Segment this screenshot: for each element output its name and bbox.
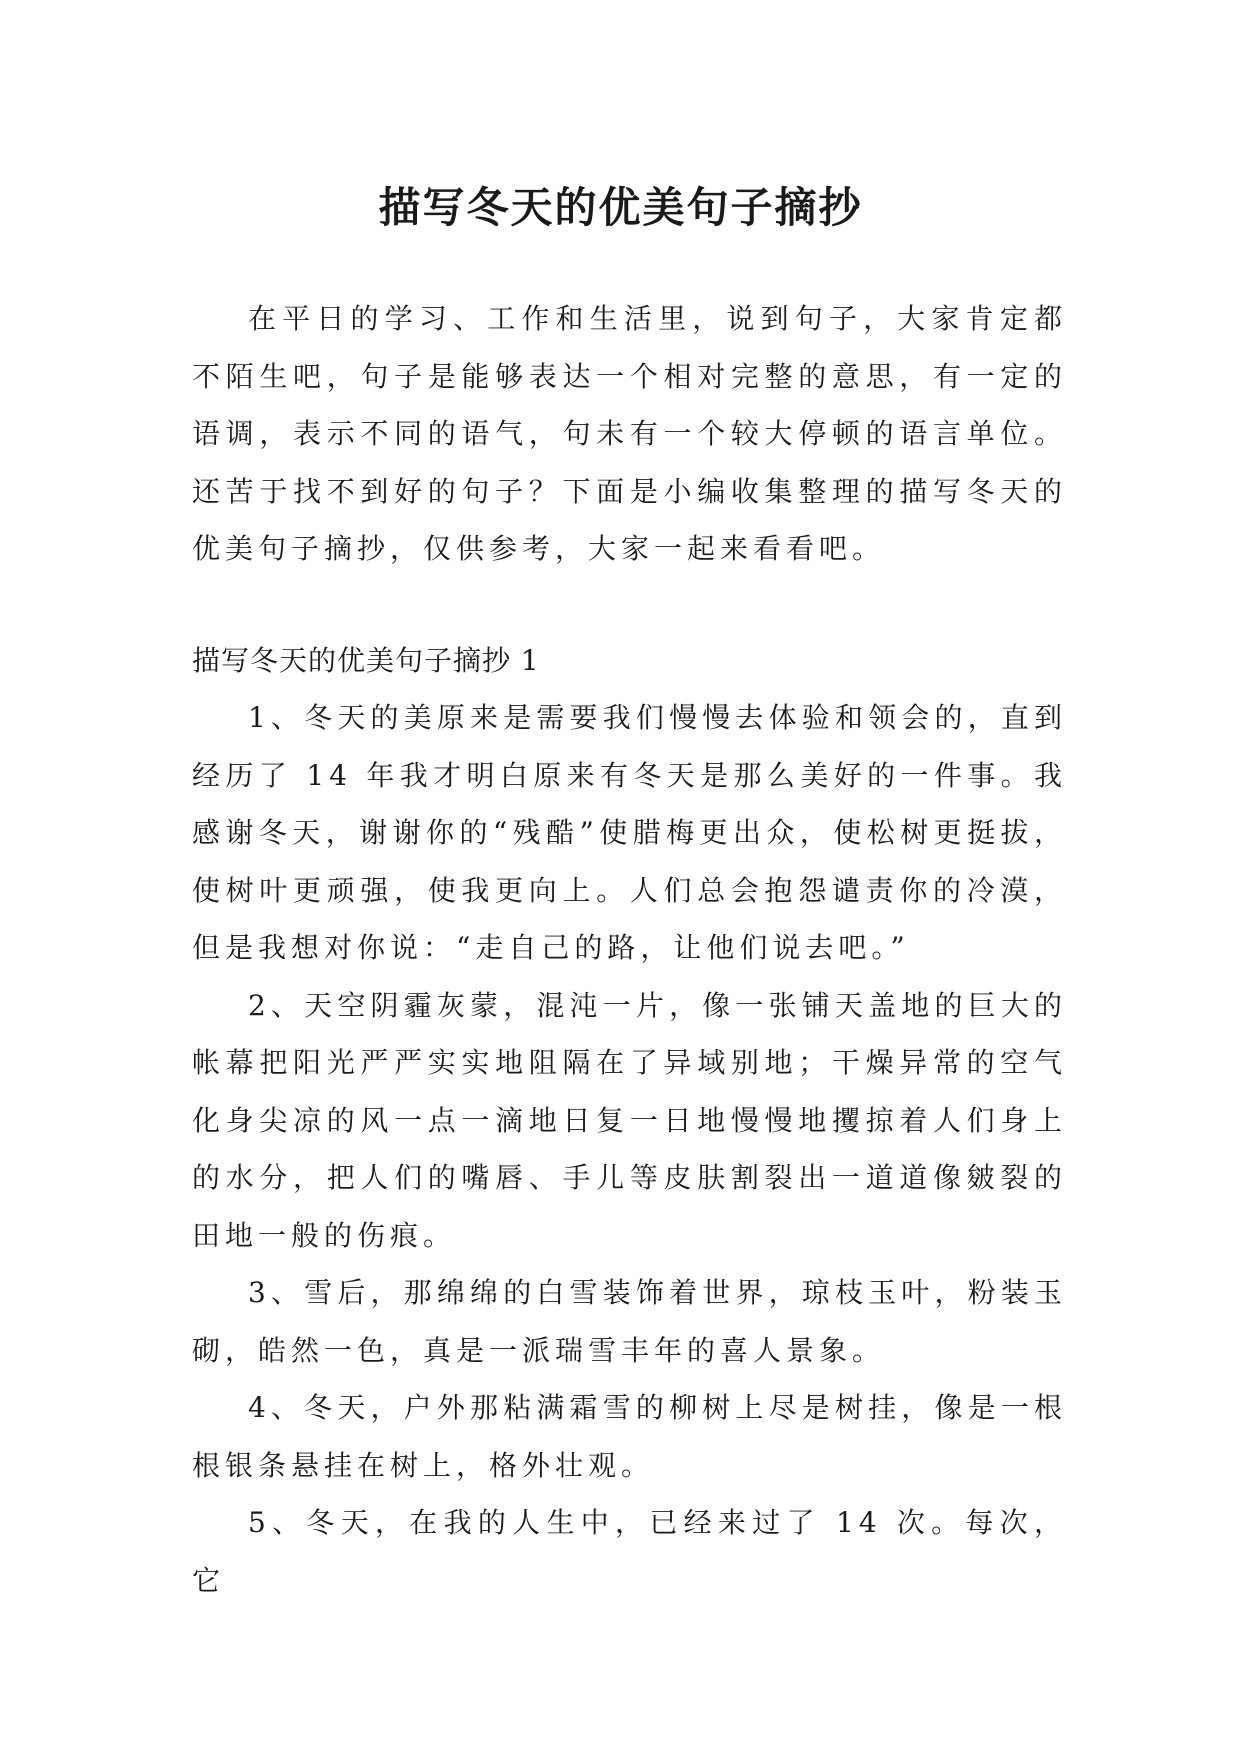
list-item: 2、天空阴霾灰蒙，混沌一片，像一张铺天盖地的巨大的帐幕把阳光严严实实地阻隔在了异域别地；干燥异常的空气化身尖凉的风一点一滴地日复一日地慢慢地攫掠着人们身上的水分，把人们的嘴唇、手儿等皮肤割裂出一道道像皴裂的田地一般的伤痕。 <box>192 988 1067 1252</box>
list-item: 1、冬天的美原来是需要我们慢慢去体验和领会的，直到经历了 14 年我才明白原来有冬天是那么美好的一件事。我感谢冬天，谢谢你的“残酷”使腊梅更出众，使松树更挺拔，使树叶更顽强，使我更向上。人们总会抱怨谴责你的冷漠，但是我想对你说：“走自己的路，让他们说去吧。” <box>192 701 1067 964</box>
section-heading: 描写冬天的优美句子摘抄 1 <box>192 643 540 677</box>
document-title: 描写冬天的优美句子摘抄 <box>378 183 863 233</box>
document-body <box>192 290 1067 1609</box>
list-item: 4、冬天，户外那粘满霜雪的柳树上尽是树挂，像是一根根银条悬挂在树上，格外壮观。 <box>192 1391 1067 1482</box>
list-item: 5、冬天，在我的人生中，已经来过了 14 次。每次，它 <box>192 1506 1067 1597</box>
intro-paragraph: 在平日的学习、工作和生活里，说到句子，大家肯定都不陌生吧，句子是能够表达一个相对完整的意思，有一定的语调，表示不同的语气，句未有一个较大停顿的语言单位。还苦于找不到好的句子？下面是小编收集整理的描写冬天的优美句子摘抄，仅供参考，大家一起来看看吧。 <box>192 302 1067 565</box>
list-item: 3、雪后，那绵绵的白雪装饰着世界，琼枝玉叶，粉装玉砌，皓然一色，真是一派瑞雪丰年的喜人景象。 <box>192 1276 1067 1367</box>
